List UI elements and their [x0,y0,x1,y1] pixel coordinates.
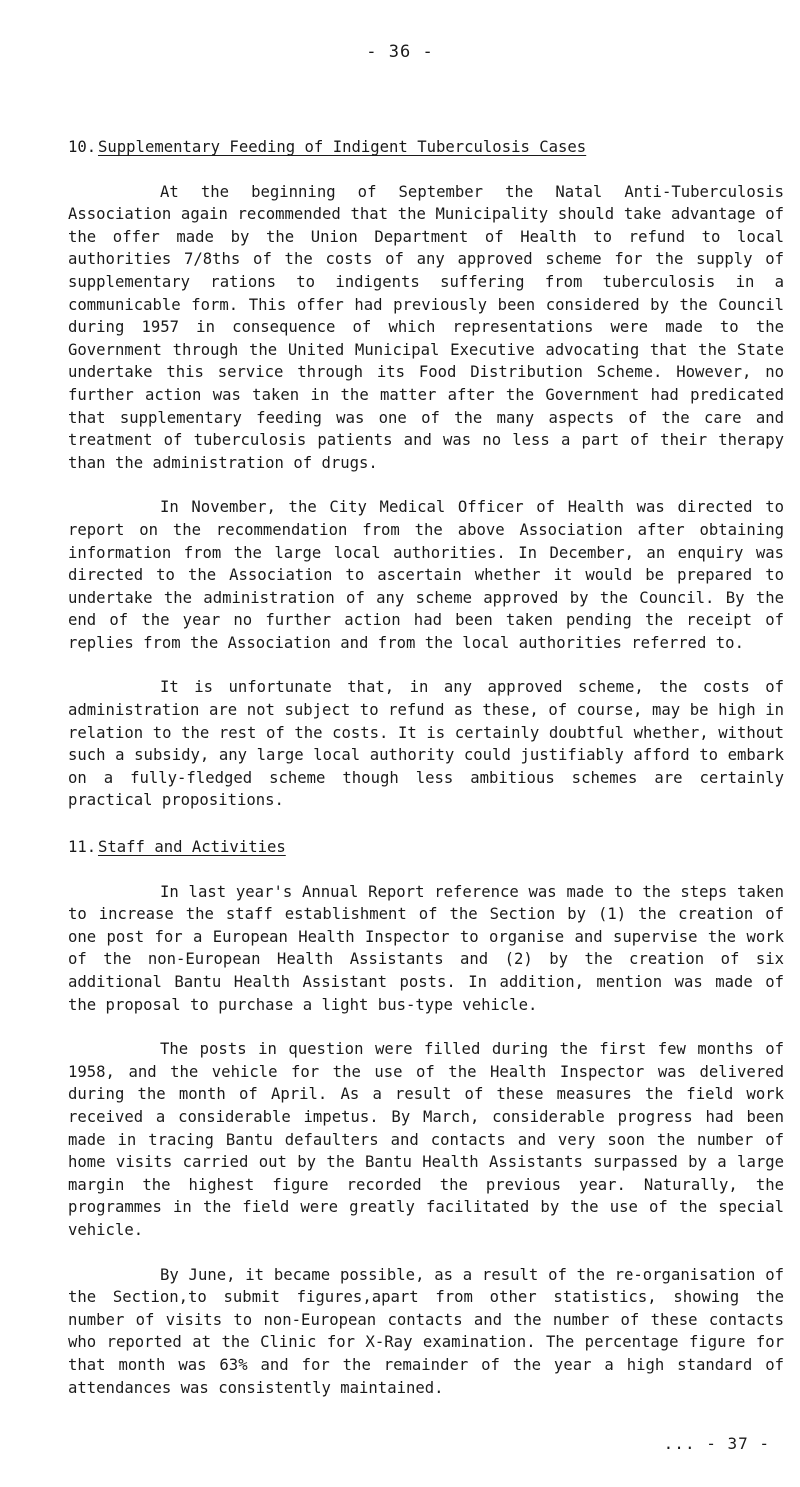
page-number: - 36 - [366,42,434,62]
section-heading-11 [68,836,784,859]
section-number: 11. [68,838,97,857]
page-content [68,136,784,1399]
paragraph: In November, the City Medical Officer of Health was directed to report on the recommendation from the above Association after obtaining information from the large local authorities. In December, an enquiry was directed to the Association to ascertain whether it would be prepared to undertake the administration of any scheme approved by the Council. By the end of the year no further action had been taken pending the receipt of replies from the Association and from the local authorities referred to. [68,498,784,652]
paragraph: The posts in question were filled during the first few months of 1958, and the vehicle for the use of the Health Inspector was delivered during the month of April. As a result of these measures the field work received a considerable impetus. By March, considerable progress had been made in tracing Bantu defaulters and contacts and very soon the number of home visits carried out by the Bantu Health Assistants surpassed by a large margin the highest figure recorded the previous year. Naturally, the programmes in the field were greatly facilitated by the use of the special vehicle. [68,1040,784,1239]
paragraph: It is unfortunate that, in any approved scheme, the costs of administration are not subject to refund as these, of course, may be high in relation to the rest of the costs. It is certainly doubtful whether, without such a subsidy, any large local authority could justifiably afford to embark on a fully-fledged scheme though less ambitious schemes are certainly practical propositions. [68,678,784,810]
section-title: Supplementary Feeding of Indigent Tuberculosis Cases [98,138,587,156]
paragraph: By June, it became possible, as a result of the re-organisation of the Section,to submit figures,apart from other statistics, showing the number of visits to non-European contacts and the number of these contacts who reported at the Clinic for X-Ray examination. The percentage figure for that month was 63% and for the remainder of the year a high standard of attendances was consistently maintained. [68,1265,784,1397]
next-page-marker: ... - 37 - [663,1434,770,1453]
section-number: 10. [68,138,97,156]
paragraph: At the beginning of September the Natal Anti-Tuberculosis Association again recommended that the Municipality should take advantage of the offer made by the Union Department of Health to refund to local authorities 7/8ths of the costs of any approved scheme for the supply of supplementary rations to indigents suffering from tuberculosis in a communicable form. This offer had previously been considered by the Council during 1957 in consequence of which representations were made to the Government through the United Municipal Executive advocating that the State undertake this service through its Food Distribution Scheme. However, no further action was taken in the matter after the Government had predicated that supplementary feeding was one of the many aspects of the care and treatment of tuberculosis patients and was no less a part of their therapy than the administration of drugs. [68,182,784,472]
section-title: Staff and Activities [98,838,286,857]
paragraph: In last year's Annual Report reference was made to the steps taken to increase the staff establishment of the Section by (1) the creation of one post for a European Health Inspector to organise and supervise the work of the non-European Health Assistants and (2) by the creation of six additional Bantu Health Assistant posts. In addition, mention was made of the proposal to purchase a light bus-type vehicle. [68,882,784,1014]
section-heading-10 [68,136,784,159]
